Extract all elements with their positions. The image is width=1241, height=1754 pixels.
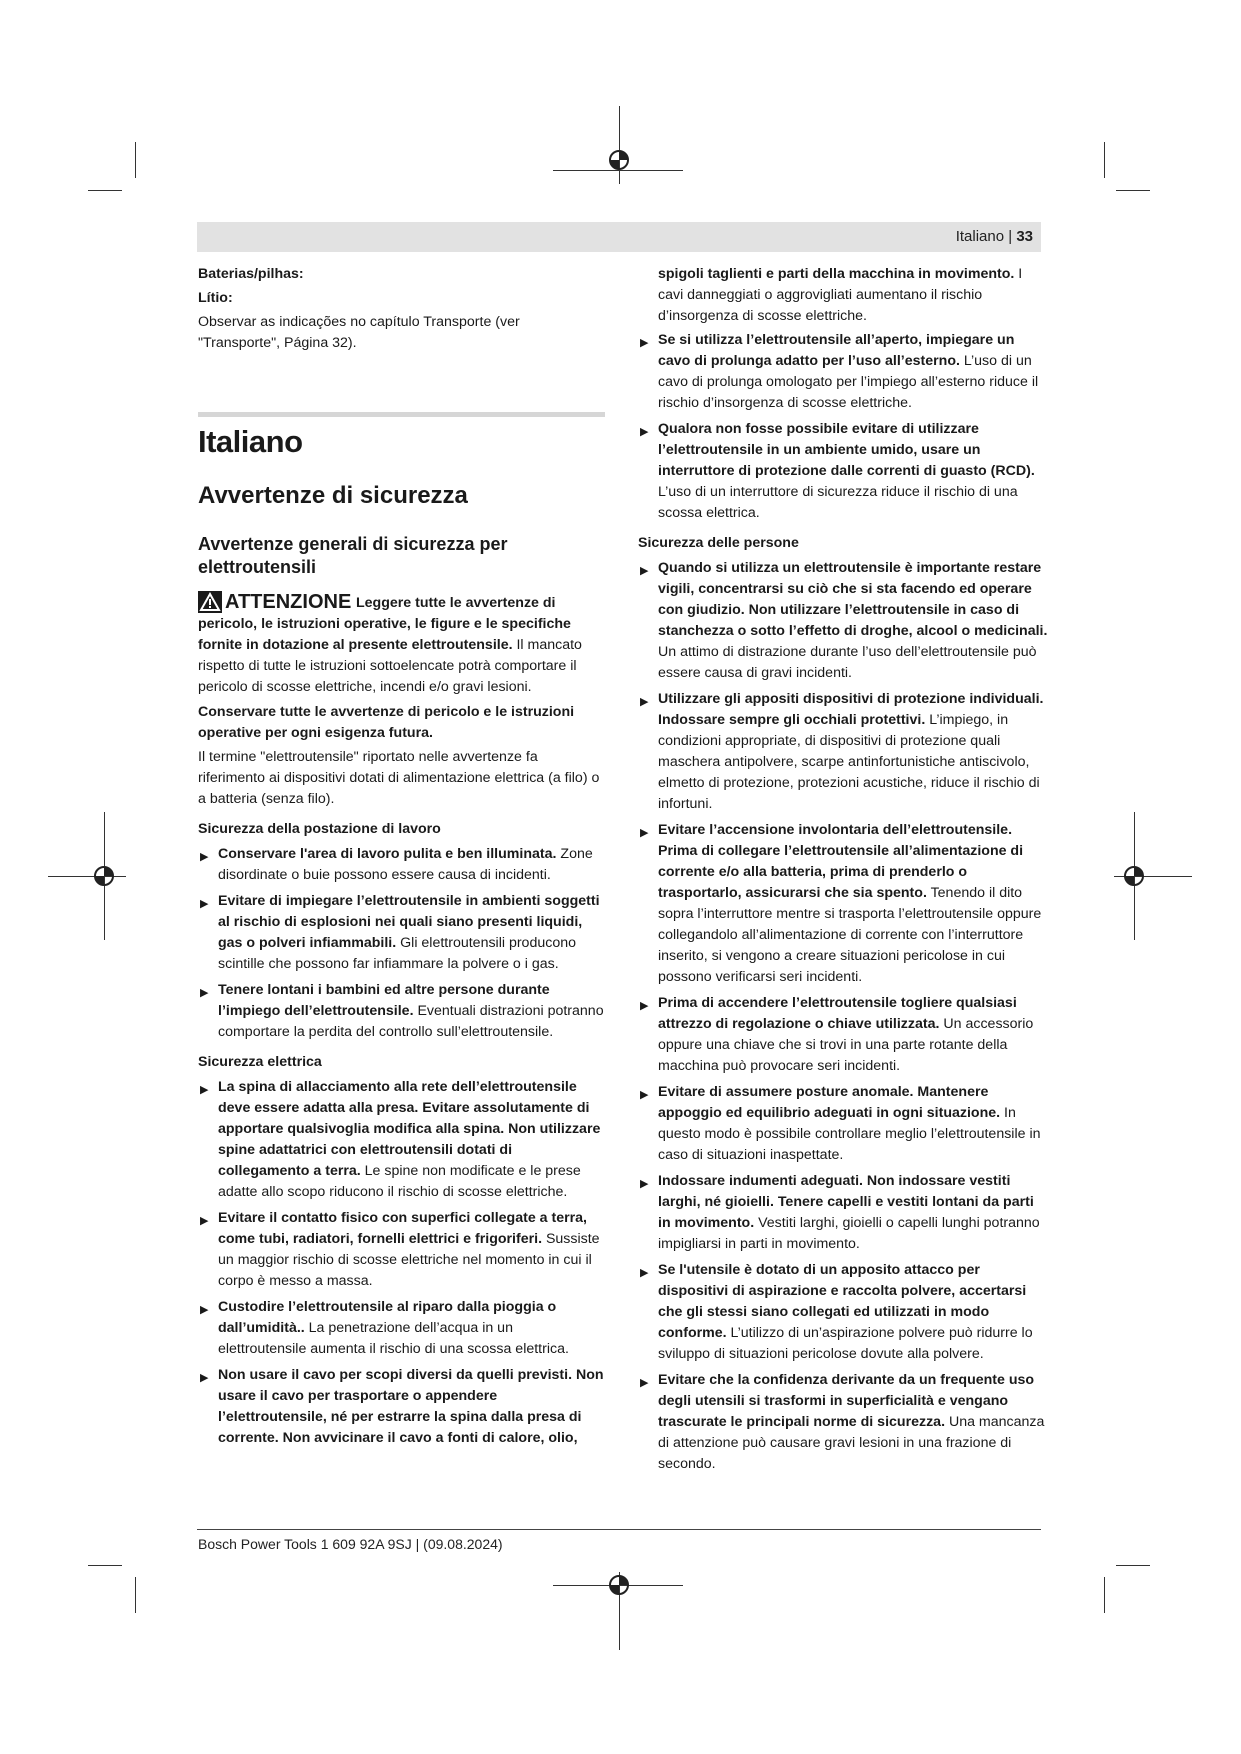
- bullet-triangle-icon: ▶: [640, 565, 649, 577]
- lithium-heading: Lítio:: [198, 290, 233, 306]
- right-column: [638, 264, 1048, 1480]
- list-item: ▶ Evitare il contatto fisico con superfici collegate a terra, come tubi, radiatori, fornelli elettrici e frigoriferi. Sussiste un maggior rischio di scosse elettriche nel momento in cui il corpo è messo a massa.: [200, 1210, 600, 1289]
- list-item: ▶ Prima di accendere l’elettroutensile togliere qualsiasi attrezzo di regolazione o chiave utilizzata. Un accessorio oppure una chiave che si trovi in una parte rotante della macchina può provocare seri incidenti.: [640, 995, 1034, 1074]
- batteries-heading: Baterias/pilhas:: [198, 266, 304, 282]
- crop-mark: [135, 1577, 136, 1613]
- left-column: [198, 264, 605, 1454]
- warning-lead: Leggere tutte le avvertenze di pericolo, le istruzioni operative, le figure e le specifiche fornite in dotazione al presente elettroutensile.: [198, 595, 571, 653]
- list-item: ▶ Evitare l’accensione involontaria dell’elettroutensile. Prima di collegare l’elettroutensile all’alimentazione di corrente e/o alla batteria, prima di prenderlo o trasportarlo, assicurarsi che sia spento. Tenendo il dito sopra l’interruttore mentre si trasporta l’elettroutensile oppure collegandolo all’alimentazione di corrente con l’interruttore inserito, si vengono a creare situazioni pericolose in cui possono verificarsi seri incidenti.: [640, 822, 1042, 985]
- warning-text: Il mancato rispetto di tutte le istruzioni sottoelencate potrà comportare il pericolo di scosse elettriche, incendi e/o gravi lesioni.: [198, 637, 582, 695]
- bullet-triangle-icon: ▶: [640, 1089, 649, 1101]
- list-item: ▶ Evitare di impiegare l’elettroutensile in ambienti soggetti al rischio di esplosioni nei quali siano presenti liquidi, gas o polveri infiammabili. Gli elettroutensili producono scintille che possono far infiammare la polvere o i gas.: [200, 893, 600, 972]
- list-item: ▶ Custodire l’elettroutensile al riparo dalla pioggia o dall’umidità.. La penetrazione dell’acqua in un elettroutensile aumenta il rischio di una scossa elettrica.: [200, 1299, 569, 1357]
- list-item: ▶ Tenere lontani i bambini ed altre persone durante l’impiego dell’elettroutensile. Eventuali distrazioni potranno comportare la perdita del controllo sull’elettroutensile.: [200, 982, 604, 1040]
- registration-mark-icon: [91, 863, 117, 889]
- list-item: ▶ Conservare l'area di lavoro pulita e ben illuminata. Zone disordinate o buie possono essere causa di incidenti.: [200, 846, 593, 883]
- persons-title: Sicurezza delle persone: [638, 535, 799, 551]
- crop-mark: [1104, 1577, 1105, 1613]
- list-item: ▶ Non usare il cavo per scopi diversi da quelli previsti. Non usare il cavo per trasportare o appendere l’elettroutensile, né per estrarre la spina dalla presa di corrente. Non avvicinare il cavo a fonti di calore, olio,: [200, 1367, 604, 1446]
- list-item: ▶ Indossare indumenti adeguati. Non indossare vestiti larghi, né gioielli. Tenere capelli e vestiti lontani da parti in movimento. Vestiti larghi, gioielli o capelli lunghi potranno impigliarsi in parti in movimento.: [640, 1173, 1040, 1252]
- warning-triangle-icon: [198, 591, 222, 613]
- list-item: ▶ Utilizzare gli appositi dispositivi di protezione individuali. Indossare sempre gli occhiali protettivi. L’impiego, in condizioni appropriate, di dispositivi di protezione quali maschera antipolvere, scarpe antinfortunistiche antiscivolo, elmetto di protezione, protezioni acustiche, riduce il rischio di infortuni.: [640, 691, 1044, 812]
- header-label: Italiano | 33: [955, 228, 1033, 245]
- warning-label: ATTENZIONE: [225, 590, 352, 613]
- language-title: Italiano: [198, 424, 303, 459]
- bullet-triangle-icon: ▶: [640, 337, 649, 349]
- conserve-text: Il termine "elettroutensile" riportato nelle avvertenze fa riferimento ai dispositivi dotati di alimentazione elettrica (a filo) o a batteria (senza filo).: [198, 749, 600, 807]
- list-item: ▶ Evitare di assumere posture anomale. Mantenere appoggio ed equilibrio adeguati in ogni situazione. In questo modo è possibile controllare meglio l’elettroutensile in caso di situazioni inaspettate.: [640, 1084, 1041, 1163]
- bullet-triangle-icon: ▶: [200, 1304, 209, 1316]
- bullet-triangle-icon: ▶: [640, 827, 649, 839]
- crop-mark: [1104, 142, 1105, 178]
- crop-mark: [88, 1565, 122, 1566]
- bullet-triangle-icon: ▶: [640, 696, 649, 708]
- bullet-triangle-icon: ▶: [640, 1267, 649, 1279]
- bullet-triangle-icon: ▶: [640, 1178, 649, 1190]
- conserve-heading: Conservare tutte le avvertenze di pericolo e le istruzioni operative per ogni esigenza futura.: [198, 704, 575, 741]
- bullet-triangle-icon: ▶: [640, 1377, 649, 1389]
- workplace-title: Sicurezza della postazione di lavoro: [198, 821, 441, 837]
- continued-paragraph: spigoli taglienti e parti della macchina in movimento. I cavi danneggiati o aggrovigliati aumentano il rischio d’insorgenza di scosse elettriche.: [658, 266, 1023, 324]
- list-item: ▶ Quando si utilizza un elettroutensile è importante restare vigili, concentrarsi su ciò che si sta facendo ed operare con giudizio. Non utilizzare l’elettroutensile in caso di stanchezza o sotto l’effetto di droghe, alcool o medicinali. Un attimo di distrazione durante l’uso dell’elettroutensile può essere causa di gravi incidenti.: [640, 560, 1048, 681]
- bullet-triangle-icon: ▶: [640, 1000, 649, 1012]
- bullet-triangle-icon: ▶: [200, 851, 209, 863]
- list-item: ▶ La spina di allacciamento alla rete dell’elettroutensile deve essere adatta alla presa. Evitare assolutamente di apportare qualsivoglia modifica alla spina. Non utilizzare spine adattatrici con elettroutensili dotati di collegamento a terra. Le spine non modificate e le prese adatte allo scopo riducono il rischio di scosse elettriche.: [200, 1079, 601, 1200]
- bullet-triangle-icon: ▶: [200, 1084, 209, 1096]
- subsection-title: Avvertenze generali di sicurezza per elettroutensili: [198, 534, 508, 577]
- crop-mark: [88, 190, 122, 191]
- page-header: [197, 222, 1041, 252]
- transport-note: Observar as indicações no capítulo Transporte (ver "Transporte", Página 32).: [198, 314, 520, 351]
- list-item: ▶ Se l'utensile è dotato di un apposito attacco per dispositivi di aspirazione e raccolta polvere, accertarsi che gli stessi siano collegati ed utilizzati in modo conforme. L’utilizzo di un’aspirazione polvere può ridurre lo sviluppo di situazioni pericolose dovute alla polvere.: [640, 1262, 1033, 1362]
- footer-rule: [197, 1529, 1041, 1530]
- list-item: ▶ Qualora non fosse possibile evitare di utilizzare l’elettroutensile in un ambiente umido, usare un interruttore di protezione dalle correnti di guasto (RCD). L’uso di un interruttore di sicurezza riduce il rischio di una scossa elettrica.: [640, 421, 1035, 521]
- crop-mark: [135, 142, 136, 178]
- header-section: Italiano: [955, 228, 1005, 245]
- registration-mark-icon: [1121, 863, 1147, 889]
- bullet-triangle-icon: ▶: [200, 1215, 209, 1227]
- registration-mark-icon: [606, 147, 632, 173]
- crop-mark: [1116, 1565, 1150, 1566]
- bullet-triangle-icon: ▶: [640, 426, 649, 438]
- list-item: ▶ Evitare che la confidenza derivante da un frequente uso degli utensili si trasformi in superficialità e vengano trascurate le principali norme di sicurezza. Una mancanza di attenzione può causare gravi lesioni in una frazione di secondo.: [640, 1372, 1045, 1472]
- page-footer: Bosch Power Tools 1 609 92A 9SJ | (09.08.2024): [198, 1536, 503, 1552]
- warning-badge: [198, 591, 351, 613]
- crop-mark: [1116, 190, 1150, 191]
- section-title: Avvertenze di sicurezza: [198, 482, 468, 509]
- electrical-title: Sicurezza elettrica: [198, 1054, 322, 1070]
- section-divider: [198, 412, 605, 417]
- page-number: 33: [1016, 228, 1033, 245]
- list-item: ▶ Se si utilizza l’elettroutensile all’aperto, impiegare un cavo di prolunga adatto per l’uso all’esterno. L’uso di un cavo di prolunga omologato per l’impiego all’esterno riduce il rischio d’insorgenza di scosse elettriche.: [640, 332, 1039, 411]
- bullet-triangle-icon: ▶: [200, 898, 209, 910]
- bullet-triangle-icon: ▶: [200, 987, 209, 999]
- bullet-triangle-icon: ▶: [200, 1372, 209, 1384]
- registration-mark-icon: [606, 1572, 632, 1598]
